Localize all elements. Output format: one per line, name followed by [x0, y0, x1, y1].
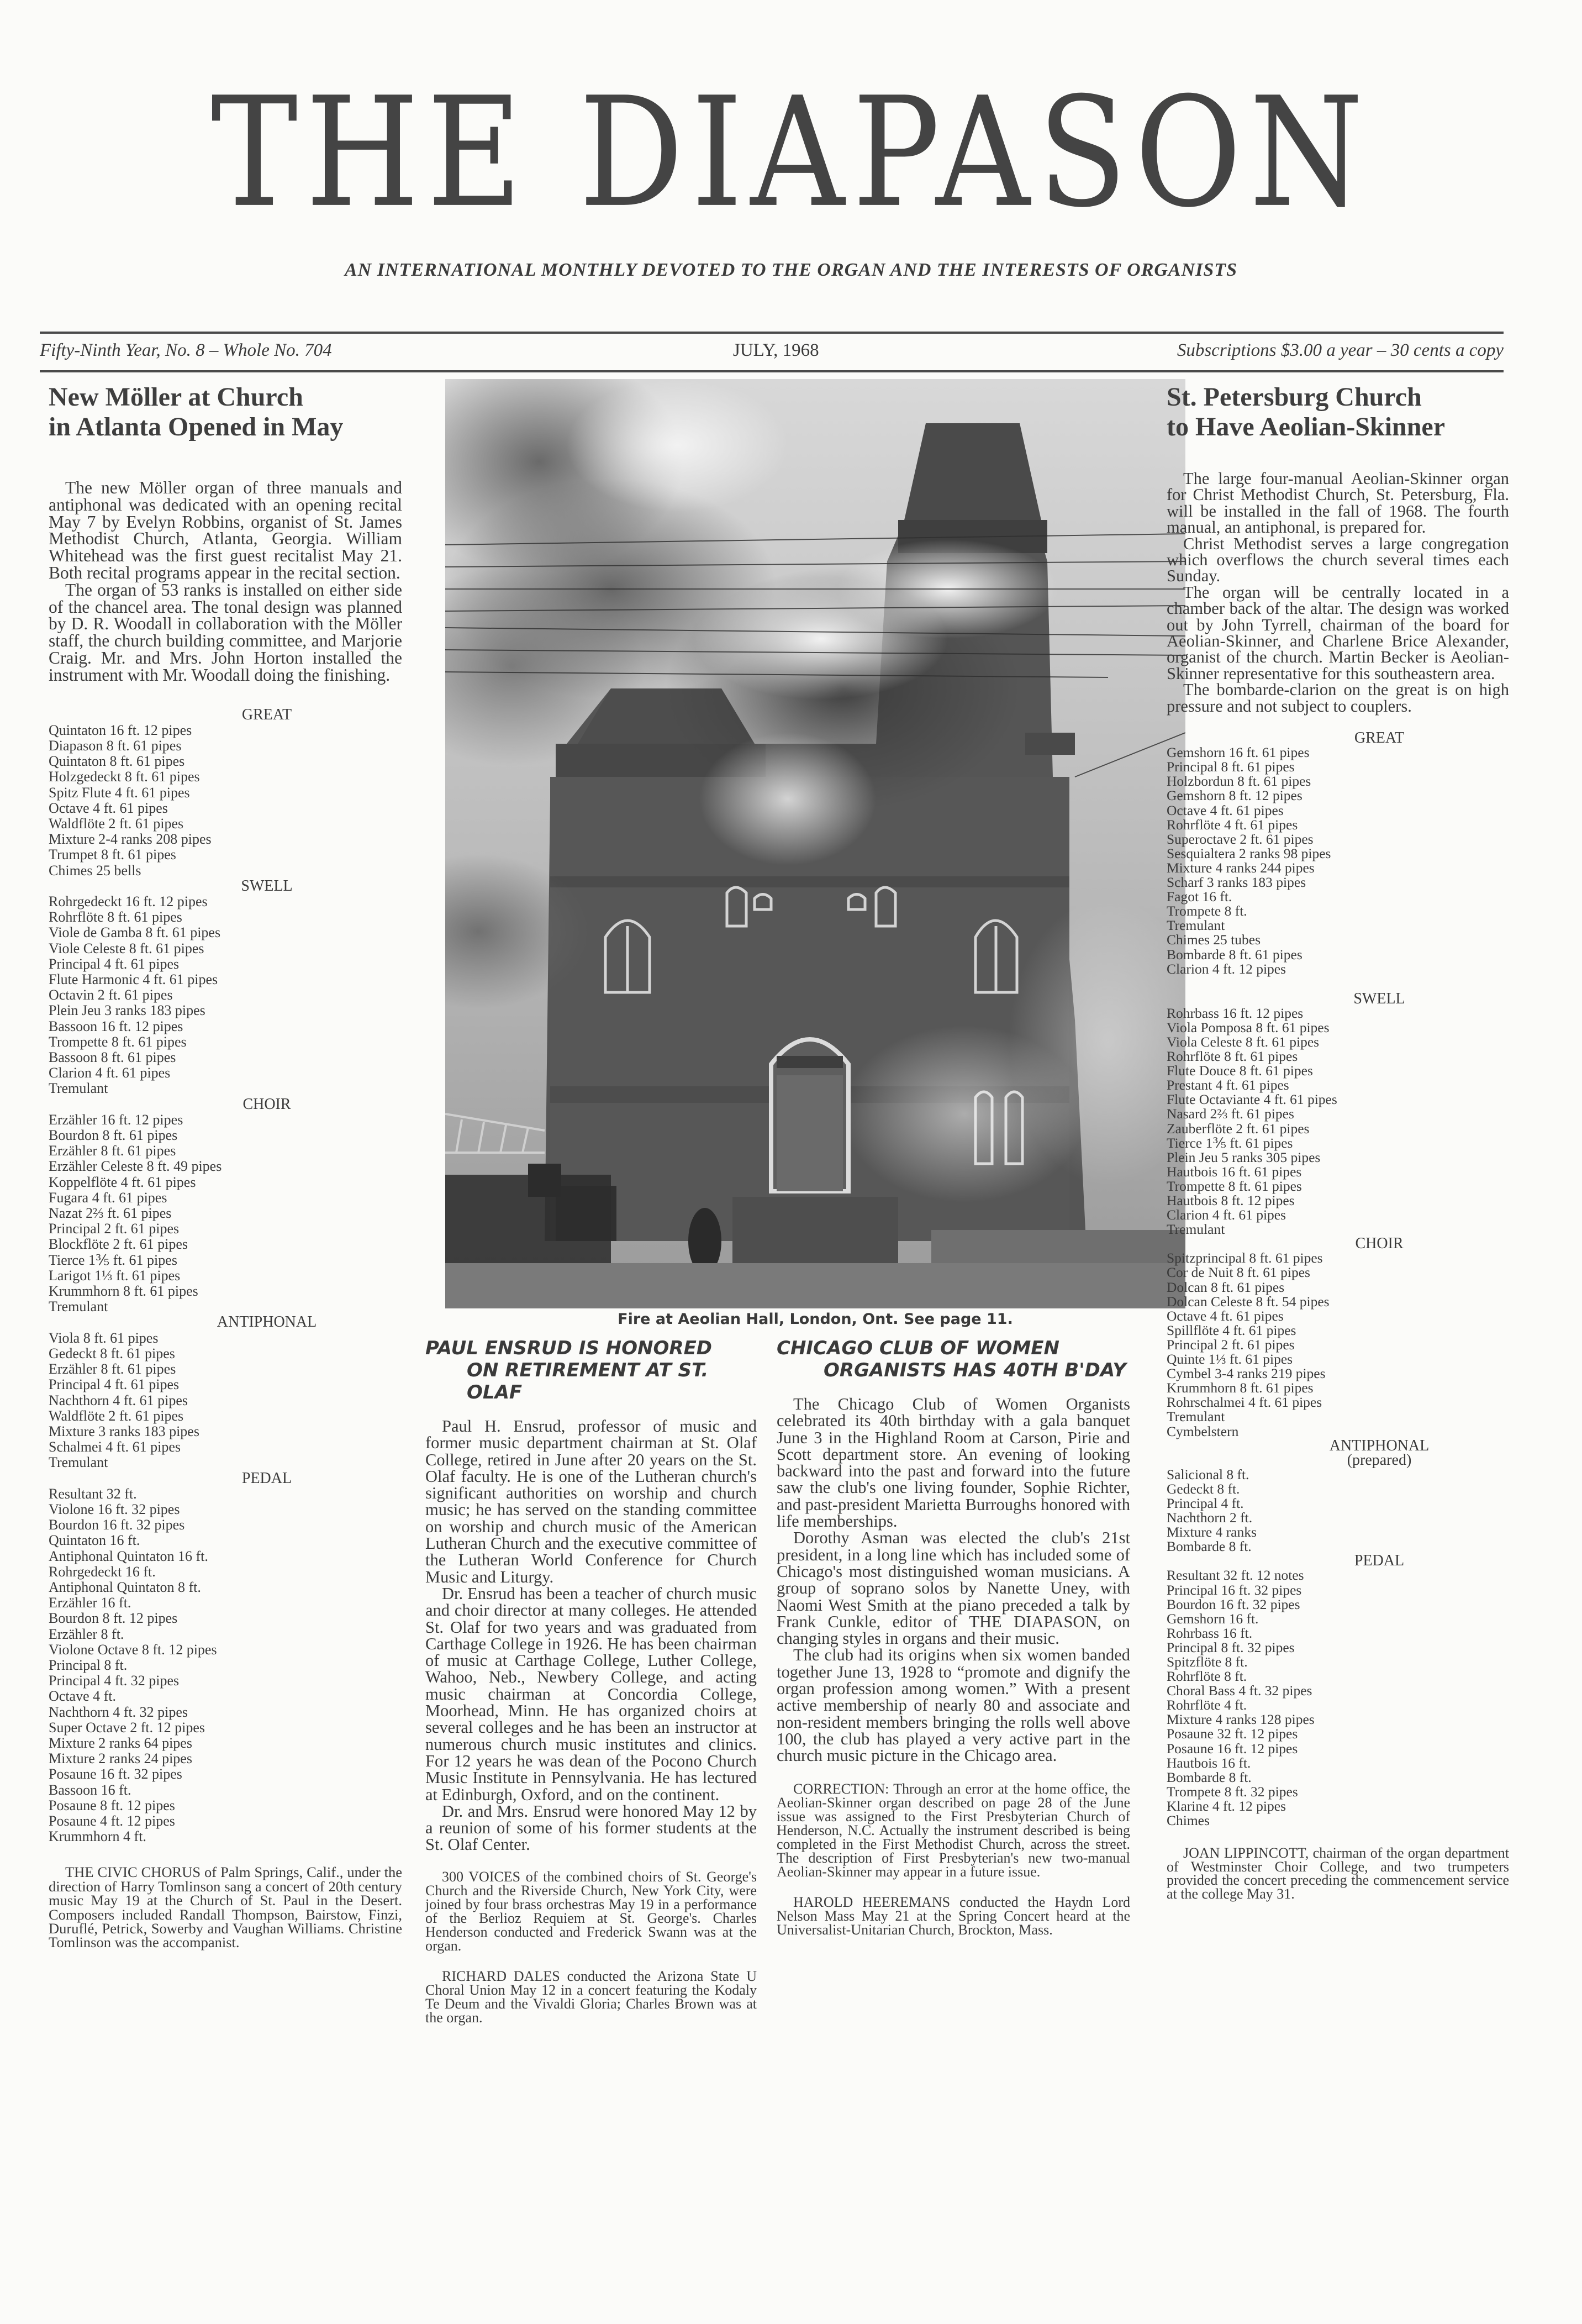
stop-item: Spitzflöte 8 ft. [1167, 1654, 1248, 1670]
stop-item: Erzähler 16 ft. 12 pipes [49, 1111, 183, 1128]
stop-item: Koppelflöte 4 ft. 61 pipes [49, 1174, 196, 1190]
stop-item: Bourdon 16 ft. 32 pipes [1167, 1596, 1300, 1612]
stop-item: Gemshorn 8 ft. 12 pipes [1167, 787, 1302, 804]
chicago-headline [777, 1337, 1130, 1381]
stop-item: Erzähler 8 ft. 61 pipes [49, 1361, 176, 1377]
stop-item: Hautbois 8 ft. 12 pipes [1167, 1192, 1295, 1208]
stpete-stoplist [1167, 731, 1509, 1828]
stop-item: Trompete 8 ft. [1167, 903, 1247, 919]
stop-item: Larigot 1⅓ ft. 61 pipes [49, 1267, 181, 1284]
stop-item: Clarion 4 ft. 12 pipes [1167, 960, 1286, 977]
stop-item: Mixture 2 ranks 24 pipes [49, 1750, 192, 1767]
stop-item: Mixture 4 ranks 244 pipes [1167, 859, 1315, 876]
moller-article [49, 382, 402, 1950]
moller-body [49, 480, 402, 684]
stop-item: Principal 8 ft. [49, 1657, 128, 1673]
stop-item: Principal 2 ft. 61 pipes [49, 1221, 180, 1237]
stop-item: Trompete 8 ft. 32 pipes [1167, 1783, 1298, 1800]
moller-paragraph: The new Möller organ of three manuals and antiphonal was dedicated with an opening recital May 7 by Evelyn Robbins, organist of St. James Methodist Church, Atlanta, Georgia. William Whitehead was the first guest recitalist May 21. Both recital programs appear in the recital section. [49, 478, 402, 582]
stop-item: Tierce 1⅗ ft. 61 pipes [49, 1252, 177, 1268]
stop-item: Trumpet 8 ft. 61 pipes [49, 846, 176, 863]
civic-chorus-text: THE CIVIC CHORUS of Palm Springs, Calif., under the direction of Harry Tomlinson sang a concert of 20th century music May 19 at the Church of St. Paul in the Desert. Composers included Randall Thompson, Bairstow, Finzi, Duruflé, Petrick, Sowerby and Vaughan Williams. Christine Tomlinson was the accompanist. [49, 1864, 402, 1951]
stop-item: Octave 4 ft. [49, 1688, 117, 1705]
ensrud-article [425, 1337, 757, 2025]
stop-item: Cor de Nuit 8 ft. 61 pipes [1167, 1264, 1310, 1281]
stop-item: Spitz Flute 4 ft. 61 pipes [49, 784, 190, 801]
lippincott-text: JOAN LIPPINCOTT, chairman of the organ department of Westminster Choir College, and two trumpeters provided the concert preceding the commencement service at the college May 31. [1167, 1845, 1509, 1902]
stop-item: Dolcan Celeste 8 ft. 54 pipes [1167, 1293, 1330, 1310]
stop-item: Plein Jeu 3 ranks 183 pipes [49, 1002, 205, 1019]
stop-item: Chimes 25 bells [49, 862, 141, 879]
stop-item: Octave 4 ft. 61 pipes [49, 800, 168, 816]
stop-item: Choral Bass 4 ft. 32 pipes [1167, 1682, 1312, 1699]
stop-item: Sesquialtera 2 ranks 98 pipes [1167, 845, 1331, 861]
photo-caption: Fire at Aeolian Hall, London, Ont. See page 11. [618, 1311, 1013, 1328]
issue-date: JULY, 1968 [733, 340, 819, 360]
stop-item: Prestant 4 ft. 61 pipes [1167, 1077, 1289, 1093]
stop-item: Bombarde 8 ft. [1167, 1538, 1252, 1555]
stop-item: Erzähler Celeste 8 ft. 49 pipes [49, 1158, 222, 1175]
ensrud-paragraph: Dr. and Mrs. Ensrud were honored May 12 by a reunion of some of his former students at the St. Olaf Center. [425, 1801, 757, 1854]
ensrud-paragraph: Dr. Ensrud has been a teacher of church music and choir director at many colleges. He attended St. Olaf for two years and was graduated from Carthage College in 1926. He has been chairman of music at Carthage College, Luther College, Wahoo, Neb., Newbery College, and acting music chairman at Concordia College, Moorhead, Minn. He has organized choirs at several colleges and he has been an instructor at numerous church music institutes and clinics. For 12 years he was dean of the Pocono Church Music Institute in Pennsylvania. He has lectured at Edinburgh, Oxford, and on the continent. [425, 1584, 757, 1804]
stop-item: Super Octave 2 ft. 12 pipes [49, 1719, 205, 1736]
fire-photo [445, 379, 1185, 1308]
stop-item: Chimes [1167, 1812, 1210, 1829]
division-heading: PEDAL [1354, 1552, 1405, 1570]
stop-item: Rohrflöte 4 ft. 61 pipes [1167, 816, 1298, 833]
lippincott-item [1167, 1847, 1509, 1901]
stop-item: Clarion 4 ft. 61 pipes [1167, 1207, 1286, 1223]
division-heading: SWELL [241, 877, 293, 895]
division-heading: CHOIR [242, 1095, 291, 1113]
stop-item: Tremulant [1167, 1221, 1225, 1238]
stop-item: Rohrbass 16 ft. [1167, 1624, 1253, 1641]
stop-item: Bourdon 8 ft. 61 pipes [49, 1127, 178, 1144]
stop-item: Octavin 2 ft. 61 pipes [49, 987, 173, 1003]
stop-item: Flute Harmonic 4 ft. 61 pipes [49, 971, 218, 988]
division-heading: PEDAL [241, 1469, 292, 1487]
stop-item: Erzähler 8 ft. 61 pipes [49, 1143, 176, 1159]
stop-item: Nachthorn 4 ft. 32 pipes [49, 1703, 188, 1720]
moller-headline-line2: in Atlanta Opened in May [49, 412, 344, 441]
stop-item: Superoctave 2 ft. 61 pipes [1167, 830, 1314, 847]
stop-item: Antiphonal Quintaton 16 ft. [49, 1548, 208, 1564]
stop-item: Schalmei 4 ft. 61 pipes [49, 1439, 181, 1455]
stop-item: Krummhorn 8 ft. 61 pipes [1167, 1380, 1314, 1396]
heeremans-item [777, 1895, 1130, 1937]
stop-item: Bourdon 16 ft. 32 pipes [49, 1517, 185, 1533]
stop-item: Bombarde 8 ft. 61 pipes [1167, 946, 1302, 963]
stop-item: Rohrgedeckt 16 ft. 12 pipes [49, 893, 208, 909]
stpete-paragraph: The organ will be centrally located in a chamber back of the altar. The design was worked out by John Tyrrell, chairman of the board for Aeolian-Skinner, and Charlene Brice Alexander, organist of the church. Martin Becker is Aeolian-Skinner representative for this southeastern area. [1167, 582, 1509, 683]
stop-item: Zauberflöte 2 ft. 61 pipes [1167, 1120, 1310, 1137]
stop-item: Gedeckt 8 ft. 61 pipes [49, 1345, 175, 1361]
stop-item: Bassoon 8 ft. 61 pipes [49, 1049, 176, 1066]
division-heading: CHOIR [1355, 1235, 1404, 1253]
stop-item: Viole de Gamba 8 ft. 61 pipes [49, 924, 221, 941]
moller-headline-line1: New Möller at Church [49, 382, 303, 412]
stop-item: Mixture 4 ranks 128 pipes [1167, 1711, 1315, 1728]
stop-item: Trompette 8 ft. 61 pipes [49, 1033, 187, 1050]
top-rule [40, 332, 1504, 334]
chicago-headline-line1: CHICAGO CLUB OF WOMEN [777, 1337, 1059, 1359]
correction-item [777, 1782, 1130, 1879]
stop-item: Fugara 4 ft. 61 pipes [49, 1189, 167, 1206]
stop-item: Salicional 8 ft. [1167, 1466, 1249, 1482]
voices-300-text: 300 VOICES of the combined choirs of St. George's Church and the Riverside Church, New York City, were joined by four brass orchestras May 19 in a performance of the Berlioz Requiem at St. George's. Charles Henderson conducted and Frederick Swann was at the organ. [425, 1868, 757, 1954]
division-heading: GREAT [1354, 729, 1405, 747]
stop-item: Viola 8 ft. 61 pipes [49, 1329, 159, 1346]
stop-item: Gemshorn 16 ft. 61 pipes [1167, 744, 1310, 761]
stop-item: Posaune 32 ft. 12 pipes [1167, 1726, 1298, 1742]
stop-item: Mixture 4 ranks [1167, 1524, 1257, 1540]
stop-item: Blockflöte 2 ft. 61 pipes [49, 1236, 188, 1253]
stop-item: Rohrgedeckt 16 ft. [49, 1563, 156, 1580]
stop-item: Principal 4 ft. [1167, 1495, 1244, 1511]
bottom-rule [40, 370, 1504, 372]
richard-dales-text: RICHARD DALES conducted the Arizona State U Choral Union May 12 in a concert featuring the Kodaly Te Deum and the Vivaldi Gloria; Charles Brown was at the organ. [425, 1968, 757, 2026]
stop-item: Rohrflöte 4 ft. [1167, 1697, 1247, 1713]
stop-item: Violone 16 ft. 32 pipes [49, 1501, 180, 1517]
stop-item: Mixture 3 ranks 183 pipes [49, 1423, 199, 1439]
chicago-headline-line2: ORGANISTS HAS 40TH B'DAY [824, 1359, 1126, 1381]
stop-item: Cymbelstern [1167, 1423, 1239, 1439]
stpete-article [1167, 382, 1509, 1901]
stop-item: Nazat 2⅔ ft. 61 pipes [49, 1205, 172, 1222]
stop-item: Principal 16 ft. 32 pipes [1167, 1581, 1302, 1598]
chicago-article [777, 1337, 1130, 1937]
stpete-headline-line1: St. Petersburg Church [1167, 382, 1422, 412]
ensrud-headline-line2: ON RETIREMENT AT ST. OLAF [467, 1359, 709, 1403]
stop-item: Principal 4 ft. 61 pipes [49, 955, 180, 972]
moller-headline [49, 382, 402, 442]
stop-item: Bombarde 8 ft. [1167, 1769, 1252, 1785]
stpete-paragraph: Christ Methodist serves a large congregation which overflows the church several times each Sunday. [1167, 534, 1509, 586]
stop-item: Octave 4 ft. 61 pipes [1167, 802, 1284, 818]
stop-item: Octave 4 ft. 61 pipes [1167, 1307, 1284, 1324]
chicago-paragraph: The Chicago Club of Women Organists celebrated its 40th birthday with a gala banquet June 3 in the Highland Room at Carson, Pirie and Scott department store. An evening of looking backward into the past and forward into the future saw the club's one living founder, Sophie Richter, and past-president Marietta Burroughs honored with life memberships. [777, 1395, 1130, 1531]
stop-item: Plein Jeu 5 ranks 305 pipes [1167, 1149, 1321, 1165]
stop-item: Gedeckt 8 ft. [1167, 1480, 1240, 1497]
stop-item: Tremulant [1167, 1408, 1225, 1425]
stop-item: Principal 8 ft. 32 pipes [1167, 1639, 1295, 1655]
stop-item: Principal 4 ft. 61 pipes [49, 1376, 180, 1393]
stop-item: Bassoon 16 ft. [49, 1781, 131, 1798]
stop-item: Rohrschalmei 4 ft. 61 pipes [1167, 1394, 1322, 1411]
masthead-tagline: AN INTERNATIONAL MONTHLY DEVOTED TO THE ORGAN AND THE INTERESTS OF ORGANISTS [345, 260, 1237, 280]
stop-item: Nachthorn 2 ft. [1167, 1510, 1253, 1526]
chicago-body [777, 1396, 1130, 1764]
stpete-paragraph: The bombarde-clarion on the great is on high pressure and not subject to couplers. [1167, 680, 1509, 716]
stop-item: Erzähler 16 ft. [49, 1595, 131, 1611]
correction-text: CORRECTION: Through an error at the home office, the Aeolian-Skinner organ described on page 28 of the June issue was assigned to the First Presbyterian Church of Henderson, N.C. Actually the instrument described is being completed in the First Methodist Church, across the street. The description of First Presbyterian's new two-manual Aeolian-Skinner may appear in a future issue. [777, 1780, 1130, 1880]
stop-item: Bassoon 16 ft. 12 pipes [49, 1018, 183, 1034]
stop-item: Violone Octave 8 ft. 12 pipes [49, 1641, 217, 1658]
stop-item: Diapason 8 ft. 61 pipes [49, 737, 182, 754]
stpete-body [1167, 471, 1509, 714]
division-heading: SWELL [1353, 990, 1405, 1007]
masthead-title: THE DIAPASON [210, 64, 1372, 241]
stop-item: Spillflöte 4 ft. 61 pipes [1167, 1322, 1296, 1338]
stop-item: Quintaton 16 ft. 12 pipes [49, 722, 192, 738]
stop-item: Spitzprincipal 8 ft. 61 pipes [1167, 1250, 1323, 1266]
stop-item: Clarion 4 ft. 61 pipes [49, 1065, 171, 1081]
subscription-price: Subscriptions $3.00 a year – 30 cents a copy [1177, 340, 1504, 360]
stop-item: Erzähler 8 ft. [49, 1626, 124, 1642]
ensrud-paragraph: Paul H. Ensrud, professor of music and former music department chairman at St. Olaf College, retired in June after 20 years on the St. Olaf faculty. He is one of the Lutheran church's significant authorities on worship and church music; he has served on the standing committee on worship and church music of the American Lutheran Church and the executive committee of the Lutheran World Conference for Church Music and Liturgy. [425, 1417, 757, 1586]
stop-item: Viole Celeste 8 ft. 61 pipes [49, 940, 204, 956]
ensrud-body [425, 1418, 757, 1853]
stop-item: Posaune 8 ft. 12 pipes [49, 1797, 175, 1813]
stop-item: Krummhorn 8 ft. 61 pipes [49, 1283, 198, 1300]
stop-item: Krummhorn 4 ft. [49, 1828, 146, 1845]
heeremans-text: HAROLD HEEREMANS conducted the Haydn Lord Nelson Mass May 21 at the Spring Concert heard at the Universalist-Unitarian Church, Brockton, Mass. [777, 1894, 1130, 1938]
stop-item: Holzgedeckt 8 ft. 61 pipes [49, 769, 200, 785]
voices-300-item [425, 1870, 757, 1953]
richard-dales-item [425, 1969, 757, 2025]
stop-item: Viola Celeste 8 ft. 61 pipes [1167, 1033, 1320, 1050]
chicago-paragraph: The club had its origins when six women banded together June 13, 1928 to “promote and dignify the organ profession among women.” With a present active membership of nearly 80 and associate and non-resident members bringing the rolls well above 100, the club has played a very active part in the church music picture in the Chicago area. [777, 1645, 1130, 1765]
civic-chorus-item [49, 1865, 402, 1949]
stop-item: Scharf 3 ranks 183 pipes [1167, 874, 1306, 891]
stop-item: Rohrflöte 8 ft. 61 pipes [1167, 1048, 1298, 1065]
stop-item: Resultant 32 ft. 12 notes [1167, 1567, 1304, 1584]
stop-item: Klarine 4 ft. 12 pipes [1167, 1797, 1286, 1814]
stop-item: Waldflöte 2 ft. 61 pipes [49, 815, 184, 832]
stop-item: Tremulant [1167, 917, 1225, 934]
moller-stoplist [49, 707, 402, 1845]
stop-item: Resultant 32 ft. [49, 1485, 137, 1502]
stop-item: Quintaton 16 ft. [49, 1532, 140, 1549]
stpete-headline [1167, 382, 1509, 442]
stop-item: Antiphonal Quintaton 8 ft. [49, 1579, 201, 1595]
division-heading: ANTIPHONAL [217, 1313, 317, 1331]
stop-item: Chimes 25 tubes [1167, 932, 1261, 948]
stop-item: Fagot 16 ft. [1167, 888, 1232, 905]
stop-item: Cymbel 3-4 ranks 219 pipes [1167, 1365, 1326, 1382]
division-heading: GREAT [241, 706, 292, 723]
moller-paragraph: The organ of 53 ranks is installed on either side of the chancel area. The tonal design was planned by D. R. Woodall in collaboration with the Möller staff, the church building committee, and Marjorie Craig. Mr. and Mrs. John Horton installed the instrument with Mr. Woodall doing the finishing. [49, 580, 402, 685]
division-heading: ANTIPHONAL [1329, 1437, 1430, 1454]
stop-item: Rohrbass 16 ft. 12 pipes [1167, 1005, 1304, 1021]
stop-item: Tremulant [49, 1298, 108, 1315]
stop-item: Principal 8 ft. 61 pipes [1167, 759, 1295, 775]
stop-item: Mixture 2 ranks 64 pipes [49, 1734, 192, 1751]
stop-item: Quintaton 8 ft. 61 pipes [49, 753, 185, 770]
ensrud-headline [425, 1337, 757, 1403]
stop-item: Gemshorn 16 ft. [1167, 1610, 1259, 1627]
stop-item: Viola Pomposa 8 ft. 61 pipes [1167, 1019, 1330, 1035]
division-note: (prepared) [1347, 1451, 1412, 1469]
stop-item: Nachthorn 4 ft. 61 pipes [49, 1392, 188, 1408]
chicago-paragraph: Dorothy Asman was elected the club's 21st president, in a long line which has included some of Chicago's most distinguished woman musicians. A group of soprano solos by Nanette Uney, with Naomi West Smith at the piano preceded a talk by Frank Cunkle, editor of THE DIAPASON, on changing styles in organs and their music. [777, 1528, 1130, 1648]
ensrud-headline-line1: PAUL ENSRUD IS HONORED [425, 1337, 713, 1359]
stop-item: Dolcan 8 ft. 61 pipes [1167, 1279, 1285, 1295]
stop-item: Nasard 2⅔ ft. 61 pipes [1167, 1106, 1294, 1122]
stop-item: Bourdon 8 ft. 12 pipes [49, 1610, 178, 1627]
stop-item: Posaune 16 ft. 32 pipes [49, 1766, 182, 1783]
stop-item: Quinte 1⅓ ft. 61 pipes [1167, 1351, 1293, 1368]
stop-item: Posaune 16 ft. 12 pipes [1167, 1740, 1298, 1757]
aeolian-hall-fire-image [445, 379, 1185, 1308]
stop-item: Trompette 8 ft. 61 pipes [1167, 1177, 1302, 1194]
dateline [40, 340, 1504, 365]
stop-item: Posaune 4 ft. 12 pipes [49, 1812, 175, 1829]
issue-number: Fifty-Ninth Year, No. 8 – Whole No. 704 [40, 340, 332, 360]
stop-item: Principal 4 ft. 32 pipes [49, 1673, 180, 1689]
stop-item: Hautbois 16 ft. 61 pipes [1167, 1163, 1302, 1180]
stop-item: Waldflöte 2 ft. 61 pipes [49, 1407, 184, 1424]
stpete-paragraph: The large four-manual Aeolian-Skinner organ for Christ Methodist Church, St. Petersburg, Fla. will be installed in the fall of 1968. The fourth manual, an antiphonal, is prepared for. [1167, 469, 1509, 537]
stop-item: Tremulant [49, 1080, 108, 1097]
stop-item: Flute Octaviante 4 ft. 61 pipes [1167, 1091, 1337, 1108]
stop-item: Holzbordun 8 ft. 61 pipes [1167, 773, 1311, 790]
stop-item: Rohrflöte 8 ft. [1167, 1668, 1247, 1685]
stop-item: Mixture 2-4 ranks 208 pipes [49, 831, 212, 848]
stop-item: Rohrflöte 8 ft. 61 pipes [49, 909, 182, 926]
stop-item: Principal 2 ft. 61 pipes [1167, 1336, 1295, 1353]
stop-item: Flute Douce 8 ft. 61 pipes [1167, 1063, 1313, 1079]
stpete-headline-line2: to Have Aeolian-Skinner [1167, 412, 1446, 441]
stop-item: Tremulant [49, 1454, 108, 1471]
stop-item: Tierce 1⅗ ft. 61 pipes [1167, 1134, 1293, 1151]
stop-item: Hautbois 16 ft. [1167, 1754, 1251, 1771]
